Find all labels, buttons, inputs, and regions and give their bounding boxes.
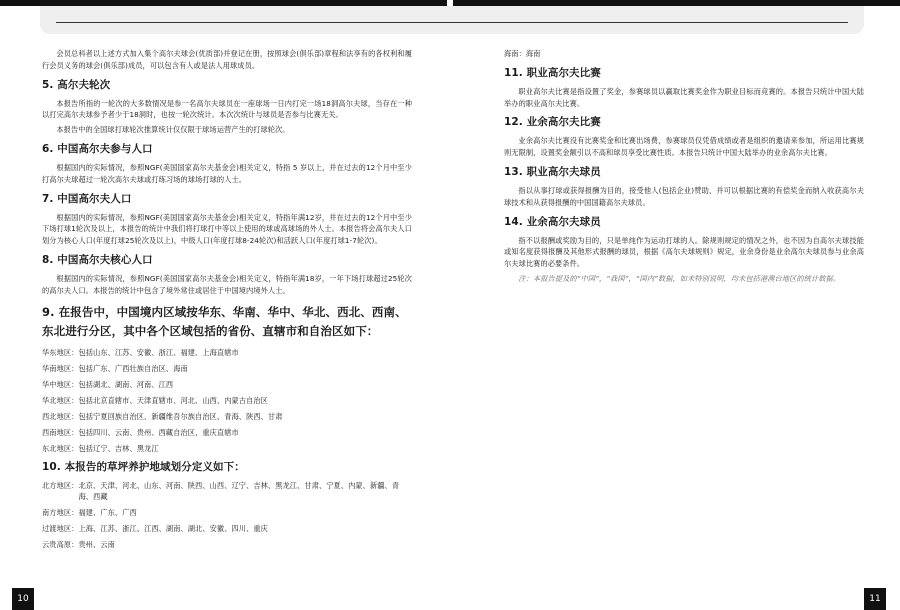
section-6-title: 6. 中国高尔夫参与人口 <box>42 142 153 155</box>
region-row <box>42 363 412 374</box>
region-name: 西北地区： <box>42 411 79 421</box>
section-12-para-1: 业余高尔夫比赛没有比赛奖金和比赛出场费，参赛球员仅凭借成绩或者是组织的邀请来参加，所运用比赛规则无限制，设置奖金额引以不高和球员享受比赛性质。本报告只统计中国大陆举办的业余高尔夫比赛。 <box>504 136 864 158</box>
right-page <box>504 48 864 285</box>
region-list: 包括北京直辖市、天津直辖市、河北、山西、内蒙古自治区 <box>78 395 268 405</box>
section-7-para-1: 根据国内的实际情况，参照NGF(美国国家高尔夫基金会)相关定义，特指年满12岁，并在过去的12个月中至少下场打球1轮次及以上，本报告的统计中我们将打球打中等以上使用的球或高球场的外人士。本报告将会高尔夫人口划分为核心人口(年度打球25轮次及以上)，中级人口(年度打球8-24轮次)和活跃人口(年度打球1-7轮次)。 <box>42 212 412 246</box>
continued-region-line: 海南：海南 <box>504 49 541 58</box>
region-name: 西南地区： <box>42 427 79 437</box>
region-list: 包括辽宁、吉林、黑龙江 <box>78 443 159 453</box>
zone-row <box>42 539 412 550</box>
region-list: 包括山东、江苏、安徽、浙江、福建、上海直辖市 <box>78 347 239 357</box>
header-rule <box>56 22 848 23</box>
zone-row <box>42 523 412 534</box>
section-10-title: 10. 本报告的草坪养护地域划分定义如下： <box>42 460 245 473</box>
zone-row <box>42 507 412 518</box>
region-name: 华东地区： <box>42 347 79 357</box>
section-13-para-1: 指以从事打球或获得报酬为目的，接受他人(包括企业)赞助，并可以根据比赛的有偿奖金而纳入收获高尔夫球技术和从获得报酬的中国国籍高尔夫球员。 <box>504 185 864 207</box>
section-11-title: 11. 职业高尔夫比赛 <box>504 66 601 79</box>
zone-name: 北方地区： <box>42 480 79 490</box>
footnote: 注：本报告提及的“中国”，“我国”，“国内”数据，如未特别说明，均未包括港澳台地区的统计数据。 <box>518 273 841 283</box>
zone-name: 云贵高原： <box>42 539 79 549</box>
section-8-para-1: 根据国内的实际情况，参照NGF(美国国家高尔夫基金会)相关定义，特指年满18岁，一年下场打球超过25轮次的高尔夫人口。本报告的统计中包含了境外常住或居住于中国境内境外人士。 <box>42 273 412 295</box>
region-row <box>42 427 412 438</box>
section-14-title: 14. 业余高尔夫球员 <box>504 215 601 228</box>
zone-list: 贵州、云南 <box>78 539 115 549</box>
zone-name: 南方地区： <box>42 507 79 517</box>
section-8-title: 8. 中国高尔夫核心人口 <box>42 253 153 266</box>
region-name: 华中地区： <box>42 379 79 389</box>
region-row <box>42 395 412 406</box>
zone-name: 过渡地区： <box>42 523 79 533</box>
region-row <box>42 347 412 358</box>
section-14-para-1: 指不以报酬或奖励为目的，只是单纯作为运动打球的人。除规则规定的情况之外，也不因为自高尔夫球技能或知名度获得报酬及其他形式报酬的球员，根据《高尔夫球规则》规定，业余身份是业余高尔夫球员参与业余高尔夫球比赛的必要条件。 <box>504 235 864 269</box>
region-name: 华北地区： <box>42 395 79 405</box>
region-list: 包括湖北、湖南、河南、江西 <box>78 379 174 389</box>
region-row <box>42 443 412 454</box>
section-13-title: 13. 职业高尔夫球员 <box>504 165 601 178</box>
zone-list: 福建、广东、广西 <box>78 507 137 517</box>
section-5-para-2: 本报告中的全国球打球轮次推算统计仅仅限于球场运营产生的打球轮次。 <box>56 125 290 135</box>
region-row <box>42 379 412 390</box>
region-list: 包括四川、云南、贵州、西藏自治区、重庆直辖市 <box>78 427 239 437</box>
region-list: 包括广东、广西壮族自治区、海南 <box>78 363 188 373</box>
zone-row <box>42 480 412 502</box>
section-11-para-1: 职业高尔夫比赛是指设置了奖金，参赛球员以赢取比赛奖金作为职业目标而竞赛的。本报告只统计中国大陆举办的职业高尔夫比赛。 <box>504 86 864 108</box>
zone-list: 上海、江苏、浙江、江西、湖南、湖北、安徽、四川、重庆 <box>78 523 268 533</box>
section-7-title: 7. 中国高尔夫人口 <box>42 192 132 205</box>
header-panel <box>40 6 864 34</box>
section-5-title: 5. 高尔夫轮次 <box>42 78 111 91</box>
section-9-title: 9. 在报告中，中国境内区域按华东、华南、华中、华北、西北、西南、东北进行分区，其中各个区域包括的省份、直辖市和自治区如下： <box>42 304 407 338</box>
zone-list: 北京、天津、河北、山东、河南、陕西、山西、辽宁、吉林、黑龙江、甘肃、宁夏、内蒙、新疆、青海、西藏 <box>78 480 400 501</box>
section-5-para-1: 本报告所指的一轮次的大多数情况是参一名高尔夫球员在一座球场一日内打完一场18洞高尔夫球，当存在一种以打完高尔夫球参予者少于18洞时，也按一轮次统计。本次次统计与球员是否参与比赛无关。 <box>42 98 412 120</box>
region-row <box>42 411 412 422</box>
region-list: 包括宁夏回族自治区、新疆维吾尔族自治区、青海、陕西、甘肃 <box>78 411 283 421</box>
page-number-left: 10 <box>12 588 34 610</box>
region-name: 华南地区： <box>42 363 79 373</box>
section-12-title: 12. 业余高尔夫比赛 <box>504 116 601 129</box>
section-6-para-1: 根据国内的实际情况，参照NGF(美国国家高尔夫基金会)相关定义，特指 5 岁以上，并在过去的12个月中至少打高尔夫球超过一轮次高尔夫球或打练习场的球场打球的人士。 <box>42 162 412 184</box>
intro-paragraph: 会员总科者以上述方式加入集个高尔夫球会(优质部)并登记在册，按照球会(俱乐部)章程和法享有的各权利和履行会员义务的球会(俱乐部)成员，可以包含有人或是法人用球成员。 <box>42 49 412 70</box>
page-number-right: 11 <box>864 588 886 610</box>
region-name: 东北地区： <box>42 443 79 453</box>
left-page <box>42 48 412 555</box>
